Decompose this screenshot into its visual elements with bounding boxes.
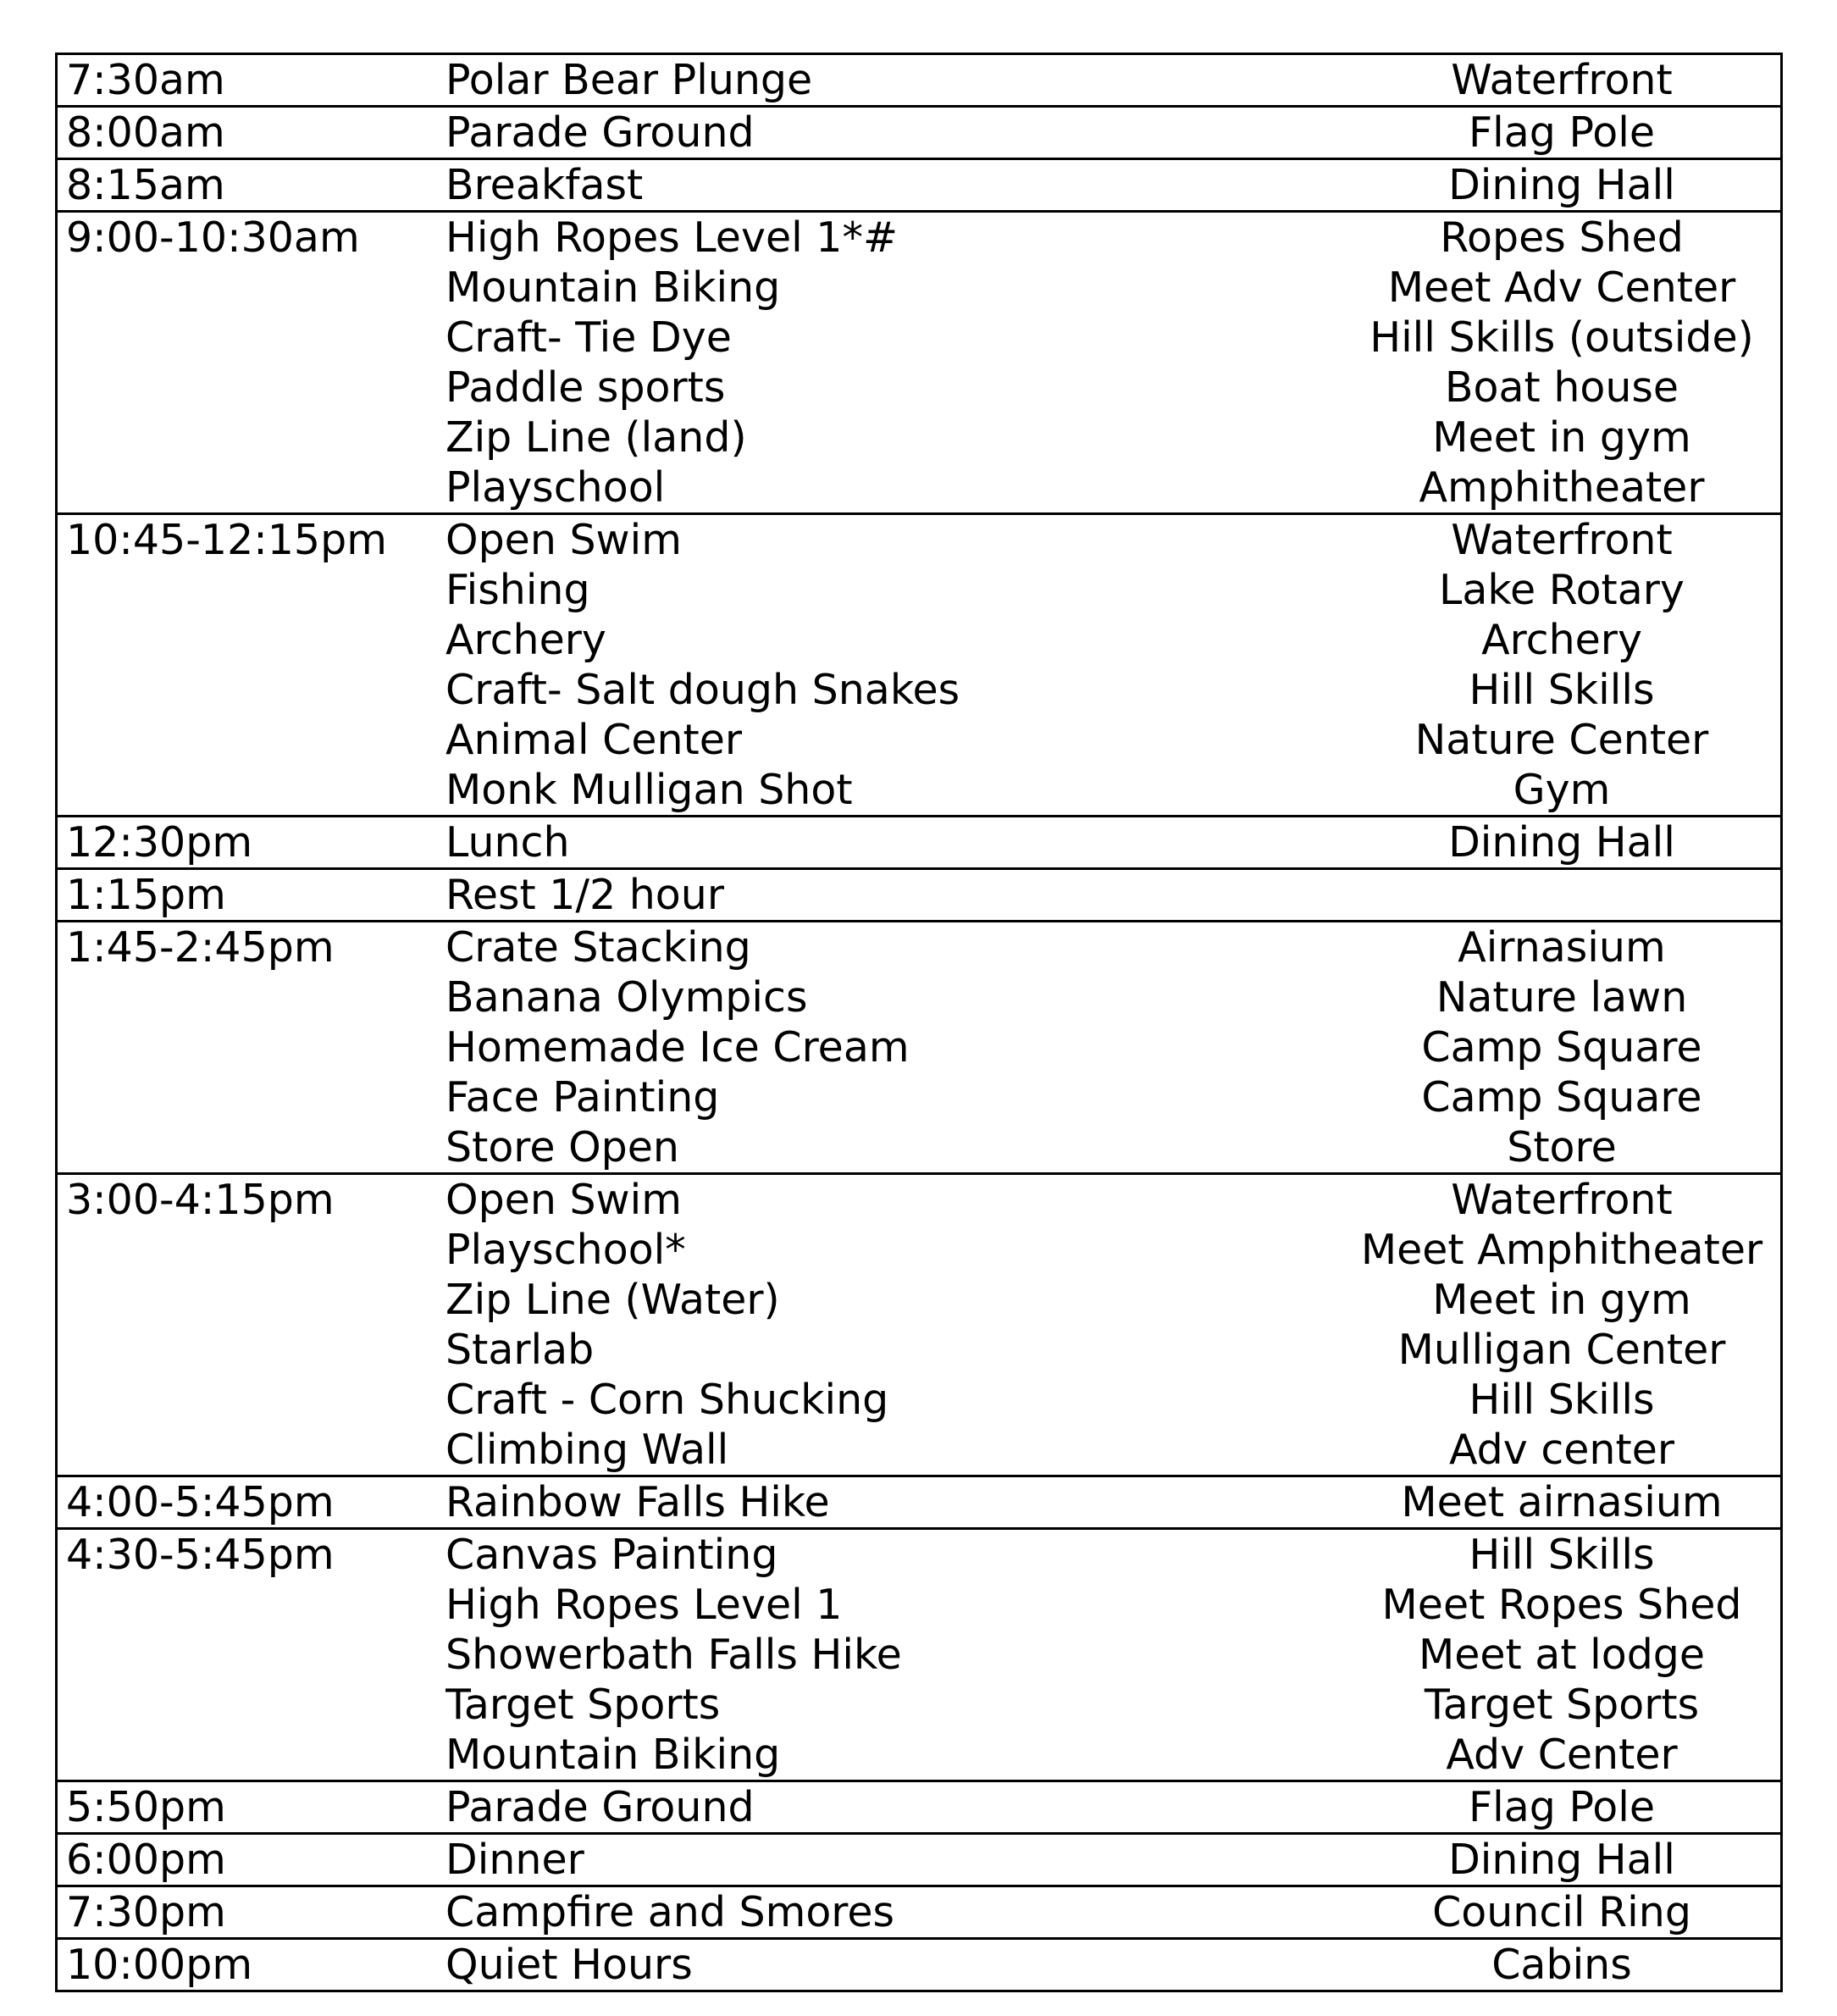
schedule-row: [58, 1630, 1780, 1680]
activity-cell: Starlab: [445, 1326, 595, 1374]
schedule-row: [58, 817, 1780, 867]
time-cell: 7:30pm: [66, 1888, 226, 1936]
time-cell: 4:00-5:45pm: [66, 1478, 335, 1526]
schedule-row: [58, 1730, 1780, 1780]
schedule-row: [58, 765, 1780, 815]
schedule-row: [58, 565, 1780, 615]
schedule-row: [58, 313, 1780, 363]
time-block: [58, 1475, 1780, 1527]
location-cell: Camp Square: [1421, 1073, 1702, 1122]
time-block: [58, 1832, 1780, 1885]
location-cell: Boat house: [1444, 363, 1679, 412]
schedule-row: [58, 615, 1780, 665]
schedule-row: [58, 213, 1780, 263]
activity-cell: Quiet Hours: [445, 1941, 693, 1989]
location-cell: Mulligan Center: [1397, 1326, 1726, 1374]
time-cell: 6:00pm: [66, 1836, 226, 1884]
time-cell: 8:00am: [66, 108, 225, 157]
time-block: [58, 158, 1780, 210]
location-cell: Meet in gym: [1432, 413, 1691, 462]
activity-cell: Archery: [445, 616, 606, 664]
schedule-row: [58, 922, 1780, 972]
location-cell: Council Ring: [1432, 1888, 1691, 1936]
location-cell: Dining Hall: [1448, 818, 1675, 867]
schedule-row: [58, 1940, 1780, 1990]
schedule-row: [58, 160, 1780, 210]
schedule-row: [58, 1887, 1780, 1937]
activity-cell: Climbing Wall: [445, 1426, 729, 1474]
time-cell: 7:30am: [66, 56, 225, 104]
location-cell: Meet in gym: [1432, 1276, 1691, 1324]
activity-cell: Lunch: [445, 818, 570, 867]
schedule-row: [58, 1580, 1780, 1630]
activity-cell: Zip Line (Water): [445, 1276, 780, 1324]
schedule-row: [58, 55, 1780, 105]
location-cell: Waterfront: [1451, 56, 1673, 104]
location-cell: Hill Skills (outside): [1369, 313, 1754, 362]
schedule-row: [58, 515, 1780, 565]
activity-cell: Rainbow Falls Hike: [445, 1478, 830, 1526]
location-cell: Adv center: [1449, 1426, 1674, 1474]
schedule-row: [58, 972, 1780, 1022]
time-block: [58, 1885, 1780, 1937]
activity-cell: Rest 1/2 hour: [445, 871, 724, 919]
schedule-row: [58, 1225, 1780, 1275]
location-cell: Hill Skills: [1469, 1376, 1655, 1424]
location-cell: Flag Pole: [1468, 108, 1656, 157]
activity-cell: Polar Bear Plunge: [445, 56, 813, 104]
location-cell: Lake Rotary: [1439, 566, 1685, 614]
time-cell: 1:15pm: [66, 871, 226, 919]
location-cell: Meet Ropes Shed: [1381, 1581, 1742, 1629]
schedule-row: [58, 108, 1780, 158]
activity-cell: Parade Ground: [445, 1783, 755, 1831]
schedule-row: [58, 1325, 1780, 1375]
location-cell: Archery: [1481, 616, 1642, 664]
time-cell: 10:45-12:15pm: [66, 516, 387, 564]
time-block: [58, 105, 1780, 158]
schedule-row: [58, 413, 1780, 462]
time-cell: 3:00-4:15pm: [66, 1176, 335, 1224]
location-cell: Nature Center: [1414, 716, 1709, 764]
schedule-row: [58, 1680, 1780, 1730]
activity-cell: Breakfast: [445, 161, 644, 209]
schedule-table: [55, 53, 1783, 1992]
time-block: [58, 1937, 1780, 1990]
activity-cell: Dinner: [445, 1836, 584, 1884]
schedule-row: [58, 1530, 1780, 1580]
location-cell: Cabins: [1491, 1941, 1632, 1989]
schedule-row: [58, 1122, 1780, 1172]
schedule-row: [58, 1375, 1780, 1425]
activity-cell: Zip Line (land): [445, 413, 747, 462]
location-cell: Dining Hall: [1448, 161, 1675, 209]
activity-cell: Playschool: [445, 463, 666, 512]
activity-cell: High Ropes Level 1*#: [445, 213, 899, 262]
time-block: [58, 815, 1780, 867]
time-cell: 5:50pm: [66, 1783, 226, 1831]
schedule-row: [58, 1835, 1780, 1885]
location-cell: Flag Pole: [1468, 1783, 1656, 1831]
activity-cell: Craft- Salt dough Snakes: [445, 666, 960, 714]
location-cell: Dining Hall: [1448, 1836, 1675, 1884]
activity-cell: Mountain Biking: [445, 1731, 781, 1779]
time-block: [58, 210, 1780, 512]
activity-cell: Campfire and Smores: [445, 1888, 895, 1936]
schedule-row: [58, 1175, 1780, 1225]
location-cell: Ropes Shed: [1440, 213, 1684, 262]
schedule-row: [58, 462, 1780, 512]
activity-cell: Mountain Biking: [445, 263, 781, 312]
location-cell: Meet at lodge: [1418, 1631, 1706, 1679]
activity-cell: Target Sports: [445, 1681, 721, 1729]
location-cell: Amphitheater: [1419, 463, 1705, 512]
activity-cell: Open Swim: [445, 1176, 682, 1224]
location-cell: Camp Square: [1421, 1023, 1702, 1072]
time-cell: 1:45-2:45pm: [66, 923, 335, 972]
schedule-row: [58, 263, 1780, 313]
activity-cell: Monk Mulligan Shot: [445, 766, 853, 814]
schedule-row: [58, 1072, 1780, 1122]
activity-cell: Canvas Painting: [445, 1531, 778, 1579]
location-cell: Meet Amphitheater: [1360, 1226, 1763, 1274]
activity-cell: Homemade Ice Cream: [445, 1023, 910, 1072]
location-cell: Hill Skills: [1469, 1531, 1655, 1579]
time-block: [58, 867, 1780, 920]
activity-cell: Face Painting: [445, 1073, 720, 1122]
schedule-row: [58, 1425, 1780, 1475]
time-cell: 12:30pm: [66, 818, 253, 867]
location-cell: Airnasium: [1458, 923, 1666, 972]
time-block: [58, 55, 1780, 105]
time-block: [58, 1527, 1780, 1780]
activity-cell: Animal Center: [445, 716, 743, 764]
activity-cell: Playschool*: [445, 1226, 686, 1274]
activity-cell: Showerbath Falls Hike: [445, 1631, 902, 1679]
location-cell: Waterfront: [1451, 516, 1673, 564]
activity-cell: Craft- Tie Dye: [445, 313, 732, 362]
activity-cell: Banana Olympics: [445, 973, 808, 1022]
schedule-row: [58, 1782, 1780, 1832]
location-cell: Store: [1507, 1123, 1617, 1171]
schedule-row: [58, 665, 1780, 715]
activity-cell: Crate Stacking: [445, 923, 751, 972]
schedule-row: [58, 870, 1780, 920]
time-cell: 9:00-10:30am: [66, 213, 360, 262]
time-block: [58, 512, 1780, 815]
time-block: [58, 920, 1780, 1172]
schedule-row: [58, 1275, 1780, 1325]
schedule-row: [58, 363, 1780, 413]
location-cell: Meet Adv Center: [1387, 263, 1736, 312]
activity-cell: Fishing: [445, 566, 590, 614]
location-cell: Waterfront: [1451, 1176, 1673, 1224]
activity-cell: Craft - Corn Shucking: [445, 1376, 889, 1424]
activity-cell: Paddle sports: [445, 363, 726, 412]
location-cell: Adv Center: [1446, 1731, 1678, 1779]
schedule-row: [58, 1477, 1780, 1527]
time-block: [58, 1172, 1780, 1475]
time-cell: 10:00pm: [66, 1941, 253, 1989]
location-cell: Meet airnasium: [1401, 1478, 1723, 1526]
activity-cell: Store Open: [445, 1123, 679, 1171]
location-cell: Target Sports: [1424, 1681, 1700, 1729]
activity-cell: High Ropes Level 1: [445, 1581, 843, 1629]
schedule-row: [58, 715, 1780, 765]
schedule-row: [58, 1022, 1780, 1072]
location-cell: Nature lawn: [1436, 973, 1688, 1022]
activity-cell: Parade Ground: [445, 108, 755, 157]
time-cell: 8:15am: [66, 161, 225, 209]
location-cell: Hill Skills: [1469, 666, 1655, 714]
location-cell: Gym: [1513, 766, 1611, 814]
activity-cell: Open Swim: [445, 516, 682, 564]
time-cell: 4:30-5:45pm: [66, 1531, 335, 1579]
time-block: [58, 1780, 1780, 1832]
